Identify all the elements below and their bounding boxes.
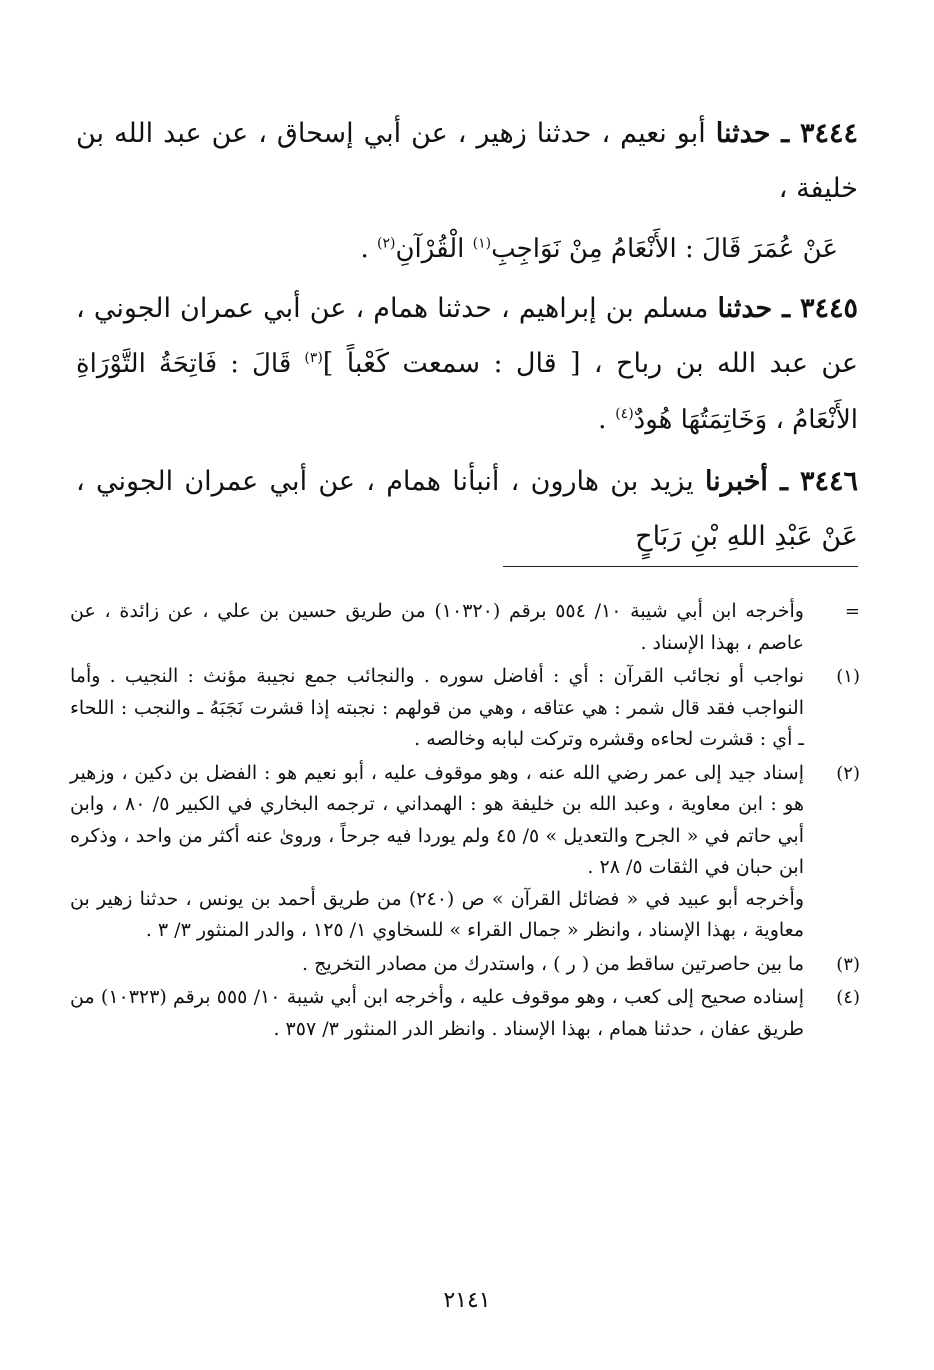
footnote-text: وأخرجه ابن أبي شيبة ١٠/ ٥٥٤ برقم (١٠٣٢٠) من طريق حسين بن علي ، عن زائدة ، عن عاصم ، بهذا الإسناد .	[70, 600, 804, 654]
footnote-marker: (٣)	[836, 953, 860, 975]
hadith-3444	[76, 106, 858, 216]
footnote-continuation	[70, 596, 860, 659]
hadith-number: ٣٤٤٤	[799, 118, 858, 149]
narration-verb: حدثنا	[715, 118, 771, 149]
hadith-dash: ـ	[770, 118, 800, 149]
hadith-number: ٣٤٤٦	[799, 466, 858, 497]
footnote-4	[70, 982, 860, 1045]
matn-text: الْقُرْآنِ	[395, 234, 473, 264]
footnote-ref-1: (١)	[472, 235, 492, 252]
footnote-marker: (٢)	[836, 762, 860, 784]
footnote-separator	[503, 566, 858, 567]
footnote-paragraph: وأخرجه أبو عبيد في « فضائل القرآن » ص (٢٤٠) من طريق أحمد بن يونس ، حدثنا زهير بن معاوية ، بهذا الإسناد ، وانظر « جمال القراء » للسخاوي ١/ ١٢٥ ، والدر المنثور ٣/ ٣ .	[70, 887, 804, 941]
footnote-marker: (٤)	[836, 987, 860, 1008]
narration-verb: أخبرنا	[704, 466, 768, 497]
footnote-ref-2: (٢)	[376, 235, 396, 252]
isnad-text: يزيد بن هارون ، أنبأنا همام ، عن أبي عمران الجوني ، عَنْ عَبْدِ اللهِ بْنِ رَبَاحٍ	[76, 466, 858, 552]
footnote-text: نواجب أو نجائب القرآن : أي : أفاضل سوره . والنجائب جمع نجيبة مؤنث : النجيب . وأما النواجب فقد قال شمر : هي عتاقه ، وهي من قولهم : نجبته إذا قشرت نَجَبَهُ ـ والنجب : اللحاء ـ أي : قشرت لحاءه وقشره وتركت لبابه وخالصه .	[70, 665, 804, 750]
hadith-3445	[76, 281, 858, 448]
footnote-text	[70, 758, 804, 947]
footnote-ref-3: (٣)	[304, 350, 323, 366]
hadith-dash: ـ	[772, 293, 800, 324]
main-text	[76, 106, 858, 570]
footnote-2	[70, 758, 860, 947]
footnote-text: ما بين حاصرتين ساقط من ( ر ) ، واستدرك من مصادر التخريج .	[302, 952, 804, 975]
hadith-number: ٣٤٤٥	[799, 293, 858, 324]
footnote-marker: (١)	[836, 666, 860, 687]
narration-verb: حدثنا	[717, 293, 773, 324]
hadith-3446	[76, 454, 858, 564]
matn-end: .	[360, 234, 377, 264]
isnad-text: مسلم بن إبراهيم ، حدثنا همام ، عن أبي عمران الجوني ، عن عبد الله بن رباح ، [ قال : سمعت كَعْباً ]	[76, 293, 858, 379]
matn-end: .	[598, 404, 616, 435]
footnote-1	[70, 661, 860, 756]
matn-text: قَالَ : فَاتِحَةُ التَّوْرَاةِ الأَنْعَامُ ، وَخَاتِمَتُهَا هُودٌ	[76, 349, 858, 435]
matn-text: عَنْ عُمَرَ قَالَ : الأَنْعَامُ مِنْ نَوَاجِبِ	[491, 234, 838, 264]
footnote-text: إسناده صحيح إلى كعب ، وهو موقوف عليه ، وأخرجه ابن أبي شيبة ١٠/ ٥٥٥ برقم (١٠٣٢٣) من طريق عفان ، حدثنا همام ، بهذا الإسناد . وانظر الدر المنثور ٣/ ٣٥٧ .	[70, 986, 804, 1040]
hadith-3444-matn	[76, 222, 838, 277]
footnote-3	[70, 949, 860, 981]
footnote-ref-4: (٤)	[615, 406, 634, 422]
hadith-dash: ـ	[767, 466, 800, 497]
footnotes	[70, 596, 860, 1047]
isnad-text: أبو نعيم ، حدثنا زهير ، عن أبي إسحاق ، عن عبد الله بن خليفة ،	[76, 118, 858, 204]
page-number: ٢١٤١	[443, 1288, 491, 1313]
footnote-paragraph: إسناد جيد إلى عمر رضي الله عنه ، وهو موقوف عليه ، أبو نعيم هو : الفضل بن دكين ، وزهير هو : ابن معاوية ، وعبد الله بن خليفة هو : الهمداني ، ترجمه البخاري في الكبير ٥/ ٨٠ ، وابن أبي حاتم في « الجرح والتعديل » ٥/ ٤٥ ولم يوردا فيه جرحاً ، وروىٰ عنه أكثر من واحد ، وذكره ابن حبان في الثقات ٥/ ٢٨ .	[70, 761, 804, 878]
footnote-marker: =	[844, 601, 860, 622]
